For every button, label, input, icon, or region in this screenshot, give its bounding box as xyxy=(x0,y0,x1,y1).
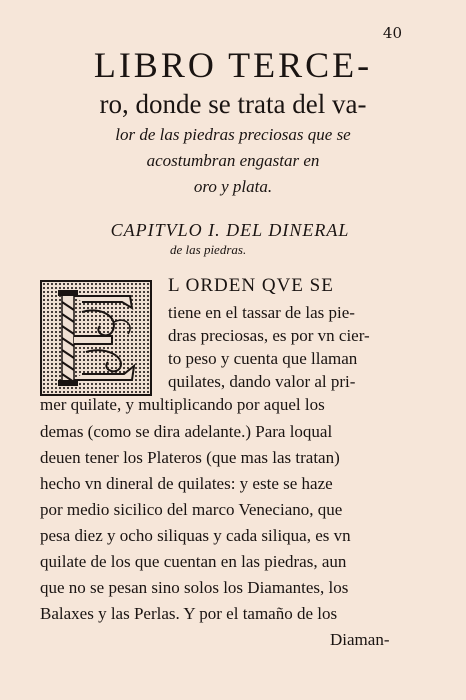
body-line: Balaxes y las Perlas. Y por el tamaño de los xyxy=(40,604,338,623)
body-line: que no se pesan sino solos los Diamantes, los xyxy=(40,578,349,597)
chapter-subheading: de las piedras. xyxy=(170,242,247,257)
book-title xyxy=(0,44,466,200)
body-line: demas (como se dira adelante.) Para loqual xyxy=(40,422,333,441)
body-line: pesa diez y ocho siliquas y cada siliqua, es vn xyxy=(40,526,351,545)
body-line: quilates, dando valor al pri- xyxy=(168,372,356,391)
chapter-heading: CAPITVLO I. DEL DINERAL xyxy=(110,220,350,240)
body-line: deuen tener los Plateros (que mas las tratan) xyxy=(40,448,340,467)
decorated-initial xyxy=(40,280,152,396)
body-line: mer quilate, y multiplicando por aquel los xyxy=(40,395,325,414)
body-line: dras preciosas, es por vn cier- xyxy=(168,326,370,345)
body-line: L ORDEN QVE SE xyxy=(168,275,334,296)
body-line: quilate de los que cuentan en las piedras, aun xyxy=(40,552,347,571)
title-line-2: ro, donde se trata del va- xyxy=(99,89,367,119)
title-line-5: oro y plata. xyxy=(193,177,273,196)
page-number: 40 xyxy=(382,24,402,42)
initial-letter-art xyxy=(42,282,150,394)
body-line: to peso y cuenta que llaman xyxy=(168,349,358,368)
body-line: hecho vn dineral de quilates: y este se haze xyxy=(40,474,333,493)
title-line-1: LIBRO TERCE- xyxy=(93,45,373,85)
body-line: Diaman- xyxy=(330,630,390,649)
chapter-header xyxy=(60,220,400,259)
title-line-3: lor de las piedras preciosas que se xyxy=(115,125,351,144)
body-line: tiene en el tassar de las pie- xyxy=(168,303,355,322)
title-line-4: acostumbran engastar en xyxy=(146,151,320,170)
body-line: por medio sicilico del marco Veneciano, que xyxy=(40,500,343,519)
